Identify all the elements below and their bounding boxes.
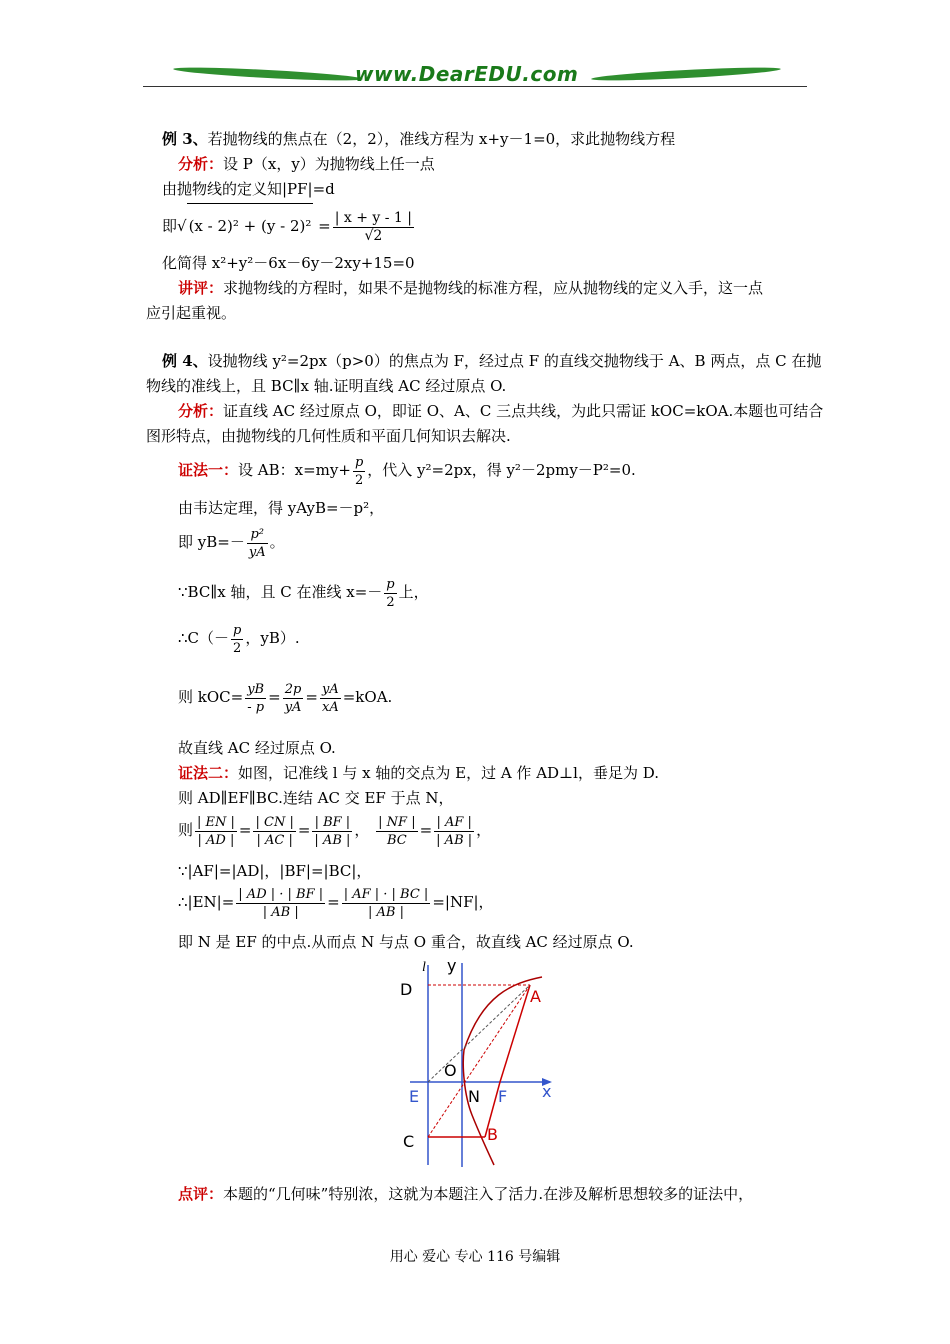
frac-num: | NF | bbox=[378, 814, 416, 830]
frac-den: 2 bbox=[233, 640, 242, 656]
frac-den: - p bbox=[247, 699, 265, 715]
frac-num: yB bbox=[247, 681, 265, 697]
header-right-leaf-decoration bbox=[591, 65, 781, 83]
label-c: C bbox=[403, 1132, 415, 1151]
proof1-c-text: ∴C（－ bbox=[178, 629, 230, 647]
proof2-en-nf: ∴|EN|= $\frac{| AD | \cdot | BF |}{| AB |}$ = $\frac{| AF | \cdot | BC |}{| AB |}$ =|NF|， bbox=[178, 886, 494, 920]
parabola-figure bbox=[392, 955, 567, 1170]
label-d: D bbox=[400, 980, 413, 999]
ex3-simplified: 化简得 x²+y²－6x－6y－2xy+15=0 bbox=[162, 254, 415, 272]
proof1-directrix-fraction bbox=[384, 576, 396, 611]
ex3-analysis bbox=[178, 153, 435, 175]
frac-num: p bbox=[354, 454, 364, 470]
segment-af bbox=[500, 985, 530, 1082]
label-x: x bbox=[542, 1082, 552, 1101]
final-comment bbox=[178, 1183, 753, 1205]
ratio-af-ab bbox=[434, 814, 474, 849]
proof2-equalities: ∵|AF|=|AD|，|BF|=|BC|， bbox=[178, 862, 372, 880]
proof1-c-fraction bbox=[231, 622, 243, 657]
label-l: l bbox=[422, 960, 426, 975]
page-footer: 用心 爱心 专心 116 号编辑 bbox=[389, 1249, 561, 1265]
ex4-analysis-line1 bbox=[178, 400, 823, 422]
frac-den: yA bbox=[248, 544, 266, 560]
proof2-line2: 则 AD∥EF∥BC.连结 AC 交 EF 于点 N， bbox=[178, 789, 454, 807]
proof1-yb-end: 。 bbox=[269, 533, 285, 551]
final-comment-text: 本题的“几何味”特别浓，这就为本题注入了活力.在涉及解析思想较多的证法中， bbox=[223, 1185, 754, 1203]
final-comment-label: 点评： bbox=[178, 1185, 224, 1203]
label-n: N bbox=[468, 1087, 480, 1106]
ex3-eq-prefix: 即 bbox=[162, 217, 178, 235]
ex3-analysis-text: 设 P（x，y）为抛物线上任一点 bbox=[223, 155, 435, 173]
ratio-cn-ac bbox=[253, 814, 295, 849]
proof1-yb-fraction bbox=[247, 526, 268, 561]
page-header bbox=[143, 60, 807, 90]
frac-den: xA bbox=[322, 699, 339, 715]
ex4-title: 例 4、 bbox=[162, 352, 208, 370]
frac-den: | AC | bbox=[256, 832, 293, 848]
proof2-line1 bbox=[178, 762, 659, 784]
label-o: O bbox=[444, 1061, 457, 1080]
frac-num: p bbox=[233, 622, 242, 638]
frac-den: | AB | bbox=[262, 904, 299, 920]
proof1-substitution: ，代入 y²=2px，得 y²－2pmy－P²=0. bbox=[367, 461, 636, 479]
ex3-sqrt-expression: (x - 2)² + (y - 2)² bbox=[187, 203, 314, 248]
proof1-line1 bbox=[178, 448, 636, 492]
ex3-rhs-denominator: √2 bbox=[364, 227, 383, 244]
label-y: y bbox=[447, 956, 457, 975]
proof1-ab-text: 设 AB：x=my+ bbox=[238, 461, 351, 479]
proof1-yb-text: 即 yB=－ bbox=[178, 533, 245, 551]
frac-den: | AB | bbox=[436, 832, 473, 848]
header-left-leaf-decoration bbox=[173, 65, 363, 83]
ex3-comment-line1 bbox=[178, 277, 763, 299]
ratio-en-ad bbox=[195, 814, 237, 849]
proof2-label: 证法二： bbox=[178, 764, 239, 782]
frac-num: | EN | bbox=[197, 814, 235, 830]
ex4-analysis-line2: 图形特点，由抛物线的几何性质和平面几何知识去解决. bbox=[146, 427, 511, 445]
frac-den: 2 bbox=[354, 472, 364, 488]
ex3-title: 例 3、 bbox=[162, 130, 208, 148]
ex3-equation: 即√ (x - 2)² + (y - 2)² = $\frac{| x + y - 1 |}{√2}$ bbox=[162, 203, 416, 248]
label-a: A bbox=[530, 987, 541, 1006]
proof1-koa-end: =kOA. bbox=[342, 688, 393, 706]
ex3-comment-text: 求抛物线的方程时，如果不是抛物线的标准方程，应从抛物线的定义入手，这一点 bbox=[223, 279, 764, 297]
frac-num: | CN | bbox=[255, 814, 294, 830]
frac-den: 2 bbox=[386, 594, 395, 610]
site-logo-text: www.DearEDU.com bbox=[355, 62, 579, 86]
frac-num: p bbox=[386, 576, 395, 592]
proof2-en-text: ∴|EN|= bbox=[178, 893, 235, 911]
label-e: E bbox=[409, 1087, 420, 1106]
frac-num: 2p bbox=[283, 681, 304, 699]
label-f: F bbox=[498, 1087, 508, 1106]
ex4-q1-text: 设抛物线 y²=2px（p>0）的焦点为 F，经过点 F 的直线交抛物线于 A、B 两点，点 C 在抛 bbox=[207, 352, 822, 370]
proof2-ratio-prefix: 则 bbox=[178, 821, 194, 839]
frac-den: | AB | bbox=[368, 904, 404, 920]
ratio-bf-ab bbox=[312, 814, 352, 849]
proof1-conclusion: 故直线 AC 经过原点 O. bbox=[178, 739, 336, 757]
proof1-slope-fraction3 bbox=[320, 681, 341, 716]
ex3-rhs-fraction bbox=[333, 210, 414, 245]
ex3-rhs-numerator: | x + y - 1 | bbox=[334, 209, 413, 226]
frac-den: yA bbox=[284, 699, 302, 715]
ex3-analysis-label: 分析： bbox=[178, 155, 224, 173]
ratio-nf-bc bbox=[376, 814, 417, 849]
proof1-bc-text: ∵BC∥x 轴，且 C 在准线 x=－ bbox=[178, 583, 383, 601]
proof1-slope-fraction1 bbox=[245, 681, 266, 716]
ex3-comment-line2: 应引起重视。 bbox=[146, 304, 237, 322]
frac-num: | AD | · | BF | bbox=[238, 886, 324, 902]
proof1-bc-parallel bbox=[178, 570, 429, 614]
frac-num: | AF | · | BC | bbox=[343, 886, 429, 902]
ratio-af-bc-ab bbox=[342, 886, 431, 921]
proof1-slope-fraction2 bbox=[283, 681, 304, 716]
frac-den: BC bbox=[387, 832, 407, 848]
ex4-analysis-label: 分析： bbox=[178, 402, 224, 420]
label-b: B bbox=[487, 1125, 498, 1144]
proof1-point-c bbox=[178, 616, 300, 660]
proof1-slope: 则 kOC= $\frac{yB}{- p}$ = $\frac{2p}{yA}$ = $\frac{yA}{xA}$ =kOA. bbox=[178, 681, 393, 715]
proof1-c-end: ，yB）. bbox=[245, 629, 300, 647]
proof2-conclusion: 即 N 是 EF 的中点.从而点 N 与点 O 重合，故直线 AC 经过原点 O. bbox=[178, 933, 634, 951]
frac-num: p² bbox=[247, 526, 268, 544]
proof1-koc-text: 则 kOC= bbox=[178, 688, 244, 706]
frac-num: | AF | bbox=[434, 814, 474, 832]
ex3-question bbox=[162, 128, 675, 150]
ex4-analysis-text: 证直线 AC 经过原点 O，即证 O、A、C 三点共线，为此只需证 kOC=kOA.本题也可结合 bbox=[223, 402, 824, 420]
proof2-ratios: 则 $\frac{| EN |}{| AD |}$ = $\frac{| CN |}{| AC |}$ = $\frac{| BF |}{| AB |}$ ， $\frac{| NF |}{BC}$ = $\frac{| AF |}{| AB |}$ ， bbox=[178, 814, 492, 848]
proof2-text1: 如图，记准线 l 与 x 轴的交点为 E，过 A 作 AD⊥l，垂足为 D. bbox=[238, 764, 659, 782]
proof1-yb bbox=[178, 520, 285, 564]
header-rule bbox=[143, 86, 807, 87]
frac-num: | BF | bbox=[312, 814, 352, 832]
proof1-label: 证法一： bbox=[178, 461, 239, 479]
frac-den: | AB | bbox=[314, 832, 351, 848]
ex3-definition-line: 由抛物线的定义知|PF|=d bbox=[162, 180, 335, 198]
frac-num: yA bbox=[322, 681, 339, 697]
proof1-vieta: 由韦达定理，得 yAyB=－p²， bbox=[178, 499, 385, 517]
ex3-question-text: 若抛物线的焦点在（2，2），准线方程为 x+y－1=0，求此抛物线方程 bbox=[207, 130, 676, 148]
proof2-nf-end: =|NF|， bbox=[432, 893, 494, 911]
ex3-comment-label: 讲评： bbox=[178, 279, 224, 297]
ratio-ad-bf-ab bbox=[236, 886, 325, 921]
frac-den: | AD | bbox=[197, 832, 235, 848]
proof1-p-over-2 bbox=[353, 454, 365, 489]
ex4-question-line2: 物线的准线上，且 BC∥x 轴.证明直线 AC 经过原点 O. bbox=[146, 377, 507, 395]
ex4-question-line1 bbox=[162, 350, 821, 372]
proof1-bc-end: 上， bbox=[398, 583, 429, 601]
